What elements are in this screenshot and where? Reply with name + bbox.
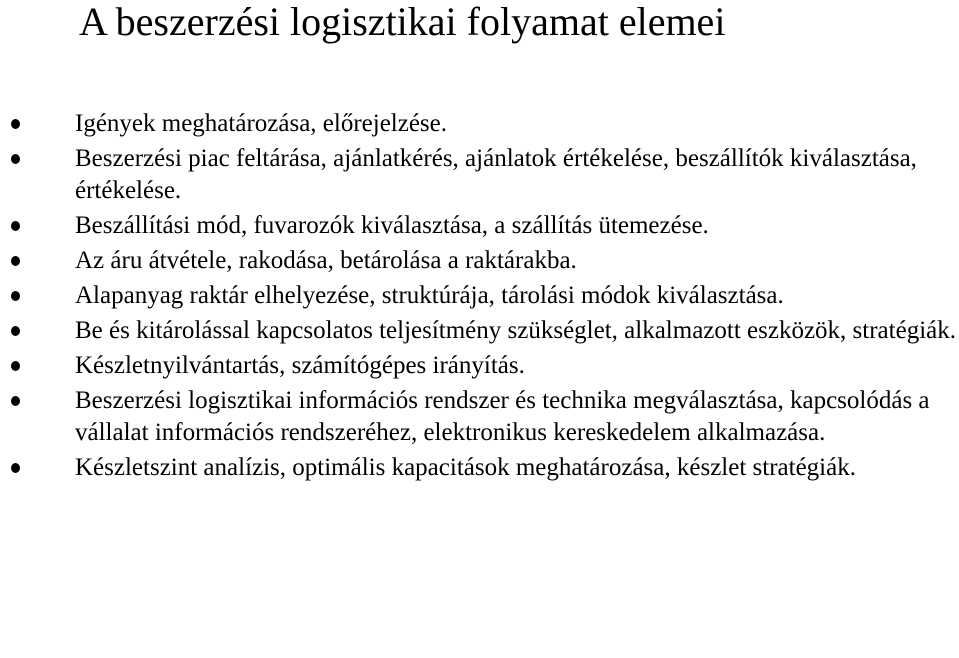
list-item-text: Készletnyilvántartás, számítógépes irányítás.	[75, 352, 525, 379]
list-item	[0, 452, 959, 484]
list-item	[0, 315, 959, 347]
bullet-dot-icon	[11, 154, 20, 164]
list-item-text: Készletszint analízis, optimális kapacitások meghatározása, készlet stratégiák.	[75, 454, 856, 481]
list-item-text: Igények meghatározása, előrejelzése.	[75, 110, 448, 137]
list-item	[0, 108, 959, 140]
list-item	[0, 350, 959, 382]
list-item	[0, 245, 959, 277]
list-item	[0, 210, 959, 242]
list-item-text: Alapanyag raktár elhelyezése, struktúrája, tárolási módok kiválasztása.	[75, 282, 784, 309]
list-item-text: Beszállítási mód, fuvarozók kiválasztása, a szállítás ütemezése.	[75, 212, 709, 239]
bullet-dot-icon	[11, 119, 20, 129]
bullet-dot-icon	[11, 396, 20, 406]
bullet-dot-icon	[11, 463, 20, 473]
list-item	[0, 143, 959, 207]
list-item-text: Beszerzési logisztikai információs rendszer és technika megválasztása, kapcsolódás a vállalat információs rendszeréhez, elektronikus kereskedelem alkalmazása.	[75, 387, 930, 446]
bullet-dot-icon	[11, 326, 20, 336]
bullet-dot-icon	[11, 256, 20, 266]
list-item	[0, 385, 959, 449]
bullet-dot-icon	[11, 361, 20, 371]
bullet-dot-icon	[11, 291, 20, 301]
list-item	[0, 280, 959, 312]
list-item-text: Be és kitárolással kapcsolatos teljesítmény szükséglet, alkalmazott eszközök, stratégiák.	[75, 317, 956, 344]
list-item-text: Az áru átvétele, rakodása, betárolása a raktárakba.	[75, 247, 577, 274]
bullet-list	[0, 108, 959, 487]
bullet-dot-icon	[11, 221, 20, 231]
list-item-text: Beszerzési piac feltárása, ajánlatkérés, ajánlatok értékelése, beszállítók kiválasztása, értékelése.	[75, 145, 917, 204]
page-title: A beszerzési logisztikai folyamat elemei	[79, 0, 726, 44]
